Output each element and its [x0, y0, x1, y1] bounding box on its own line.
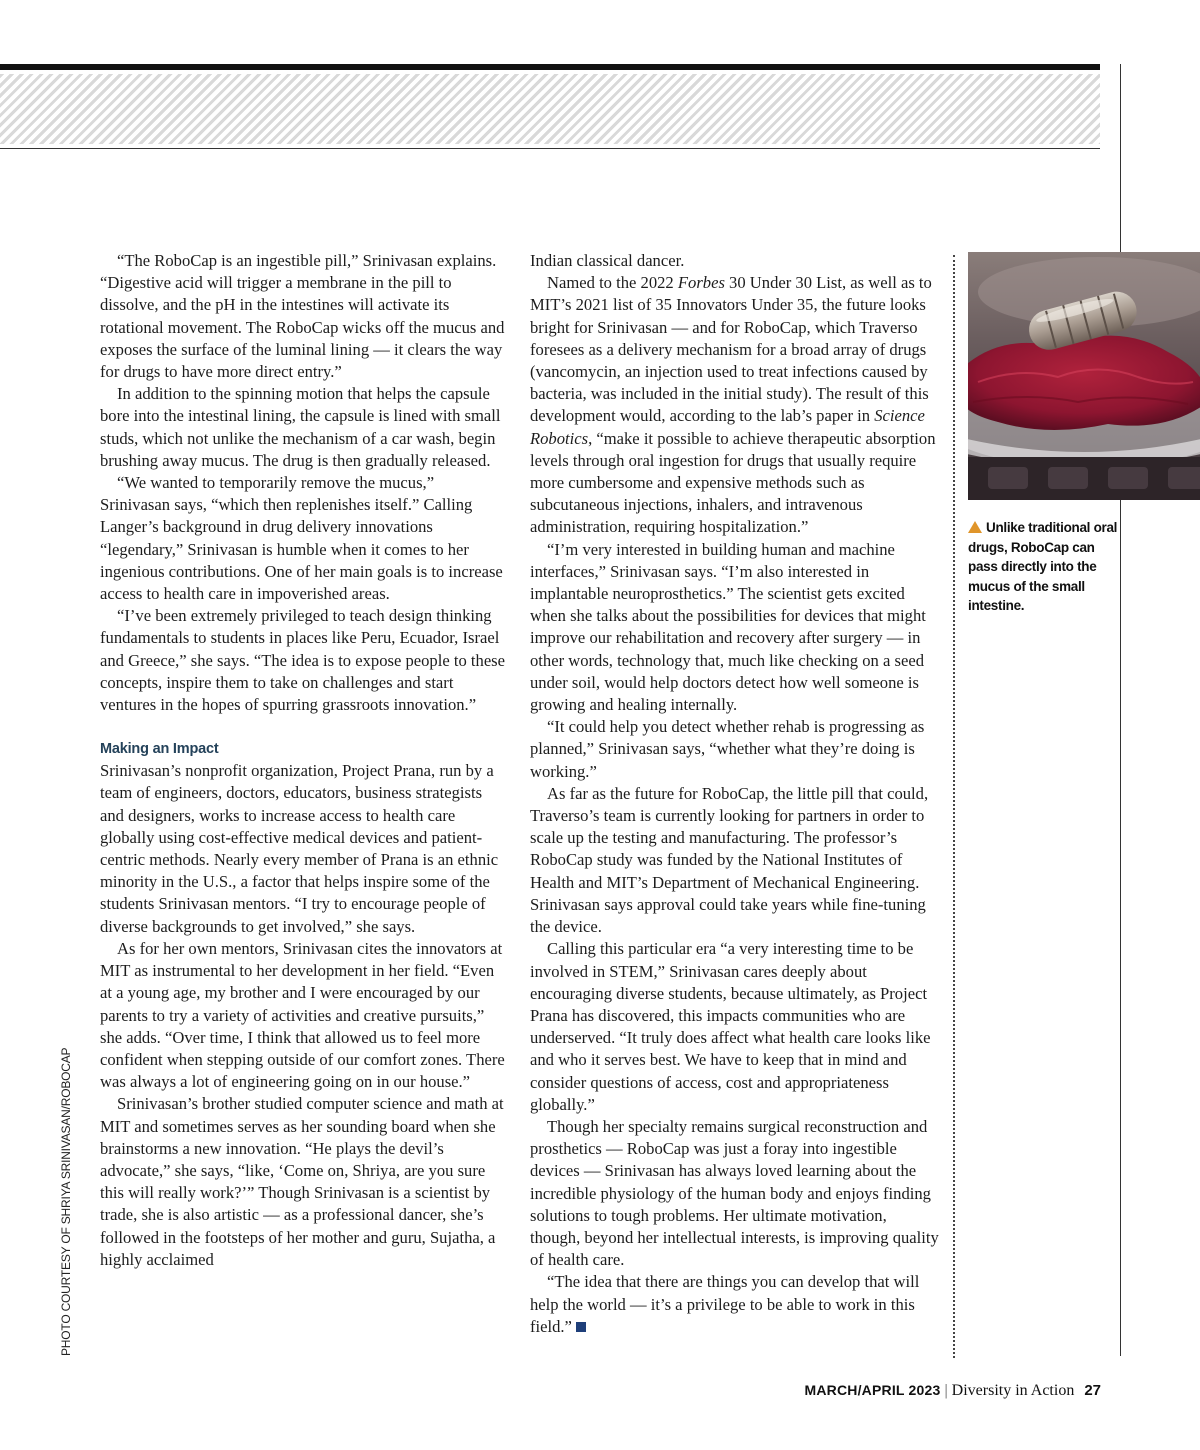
paragraph: “I’ve been extremely privileged to teach design thinking fundamentals to students in places like Peru, Ecuador, Israel and Greece,” she says. “The idea is to expose people to these concepts, inspire them to take on challenges and start ventures in the hopes of spurring grassroots innovation.” — [100, 606, 506, 715]
caption-text: Unlike traditional oral drugs, RoboCap can pass directly into the mucus of the small intestine. — [968, 520, 1118, 613]
photo-caption — [968, 518, 1118, 616]
photo-credit: PHOTO COURTESY OF SHRIYA SRINIVASAN/ROBOCAP — [59, 1047, 73, 1356]
header-hatch-band — [0, 74, 1100, 144]
paragraph: Srinivasan’s nonprofit organization, Project Prana, run by a team of engineers, doctors, educators, business strategists and designers, works to increase access to health care globally using cost-effective medical devices and patient-centric methods. Nearly every member of Prana is an ethnic minority in the U.S., a factor that helps inspire some of the students Srinivasan mentors. “I try to encourage people of diverse backgrounds to get involved,” she says. — [100, 761, 499, 936]
paragraph: “The RoboCap is an ingestible pill,” Srinivasan explains. “Digestive acid will trigger a membrane in the pill to dissolve, and the pH in the intestines will activate its rotational movement. The RoboCap wicks off the mucus and exposes the surface of the luminal lining — it clears the way for drugs to have more direct entry.” — [100, 251, 505, 382]
paragraph: As far as the future for RoboCap, the little pill that could, Traverso’s team is currently looking for partners in order to scale up the testing and manufacturing. The professor’s RoboCap study was funded by the National Institutes of Health and MIT’s Department of Mechanical Engineering. Srinivasan says approval could take years while fine-tuning the device. — [530, 783, 929, 937]
article-column-left — [100, 250, 508, 1271]
paragraph: Calling this particular era “a very interesting time to be involved in STEM,” Srinivasan cares deeply about encouraging diverse students, because ultimately, as Project Prana has discovered, this impacts communities who are underserved. “It truly does affect what health care looks like and who it serves best. We have to keep that in mind and consider questions of access, cost and appropriateness globally.” — [530, 939, 931, 1114]
text-run: , “make it possible to achieve therapeutic absorption levels through oral ingestion for drugs that usually require more cumbersome and expensive methods such as subcutaneous injections, inhalers, and intravenous administration, requiring hospitalization.” — [530, 428, 936, 537]
paragraph: Srinivasan’s brother studied computer science and math at MIT and sometimes serves as her sounding board when she brainstorms a new innovation. “He plays the devil’s advocate,” she says, “like, ‘Come on, Shriya, are you sure this will really work?’” Though Srinivasan is a scientist by trade, she is also artistic — as a professional dancer, she’s followed in the footsteps of her mother and guru, Sujatha, a highly acclaimed — [100, 1094, 504, 1269]
issue-date: MARCH/APRIL 2023 — [804, 1382, 941, 1398]
footer-separator: | — [944, 1382, 948, 1399]
paragraph: In addition to the spinning motion that helps the capsule bore into the intestinal lining, the capsule is lined with small studs, which not unlike the mechanism of a car wash, begin brushing away mucus. The drug is then gradually released. — [100, 384, 501, 470]
photo-illustration — [968, 252, 1200, 500]
robocap-capsule-photo — [968, 252, 1200, 500]
top-rule — [0, 64, 1100, 70]
paragraph: Indian classical dancer. — [530, 251, 685, 270]
page-number: 27 — [1084, 1382, 1101, 1399]
paragraph: “I’m very interested in building human and machine interfaces,” Srinivasan says. “I’m also interested in implantable neuroprosthetics.” The scientist gets excited when she talks about the possibilities for devices that might improve our rehabilitation and recovery after surgery — in other words, technology that, much like checking on a seed under soil, would help doctors detect how well someone is growing and healing internally. — [530, 539, 926, 715]
publication-name-forbes: Forbes — [677, 273, 725, 293]
paragraph: As for her own mentors, Srinivasan cites the innovators at MIT as instrumental to her development in her field. “Even at a young age, my brother and I were encouraged by our parents to try a variety of activities and creative pursuits,” she adds. “Over time, I think that allowed us to feel more confident when stepping outside of our comfort zones. There was always a lot of engineering going on in our house.” — [100, 938, 505, 1092]
section-subhead: Making an Impact — [100, 741, 219, 758]
text-run: Named to the 2022 — [547, 273, 678, 293]
caption-triangle-icon — [968, 521, 982, 533]
journal-name: Science Robotics — [530, 406, 925, 448]
text-run: “The idea that there are things you can develop that will help the world — it’s a privilege to be able to work in this field.” — [530, 1272, 920, 1336]
header-bottom-rule — [0, 148, 1100, 149]
paragraph — [530, 272, 940, 538]
paragraph — [530, 1271, 940, 1338]
page-footer — [804, 1380, 1101, 1401]
paragraph: “It could help you detect whether rehab is progressing as planned,” Srinivasan says, “whether what they’re doing is working.” — [530, 717, 925, 781]
paragraph: “We wanted to temporarily remove the mucus,” Srinivasan says, “which then replenishes itself.” Calling Langer’s background in drug delivery innovations “legendary,” Srinivasan is humble when it comes to her ingenious contributions. One of her main goals is to increase access to health care in impoverished areas. — [100, 473, 503, 604]
column-divider-dotted — [953, 255, 955, 1358]
publication-name: Diversity in Action — [951, 1382, 1075, 1399]
article-column-middle — [530, 250, 940, 1338]
paragraph: Though her specialty remains surgical reconstruction and prosthetics — RoboCap was just a foray into ingestible devices — Srinivasan has always loved learning about the incredible physiology of the human body and enjoys finding solutions to tough problems. Her ultimate motivation, though, beyond her intellectual interests, is improving quality of health care. — [530, 1116, 939, 1270]
text-run: 30 Under 30 List, as well as to MIT’s 2021 list of 35 Innovators Under 35, the future looks bright for Srinivasan — and for RoboCap, which Traverso foresees as a delivery mechanism for a broad array of drugs (vancomycin, an injection used to treat infections caused by bacteria, was included in the initial study). The result of this development would, according to the lab’s paper in — [530, 273, 932, 426]
end-of-article-mark — [576, 1322, 586, 1332]
